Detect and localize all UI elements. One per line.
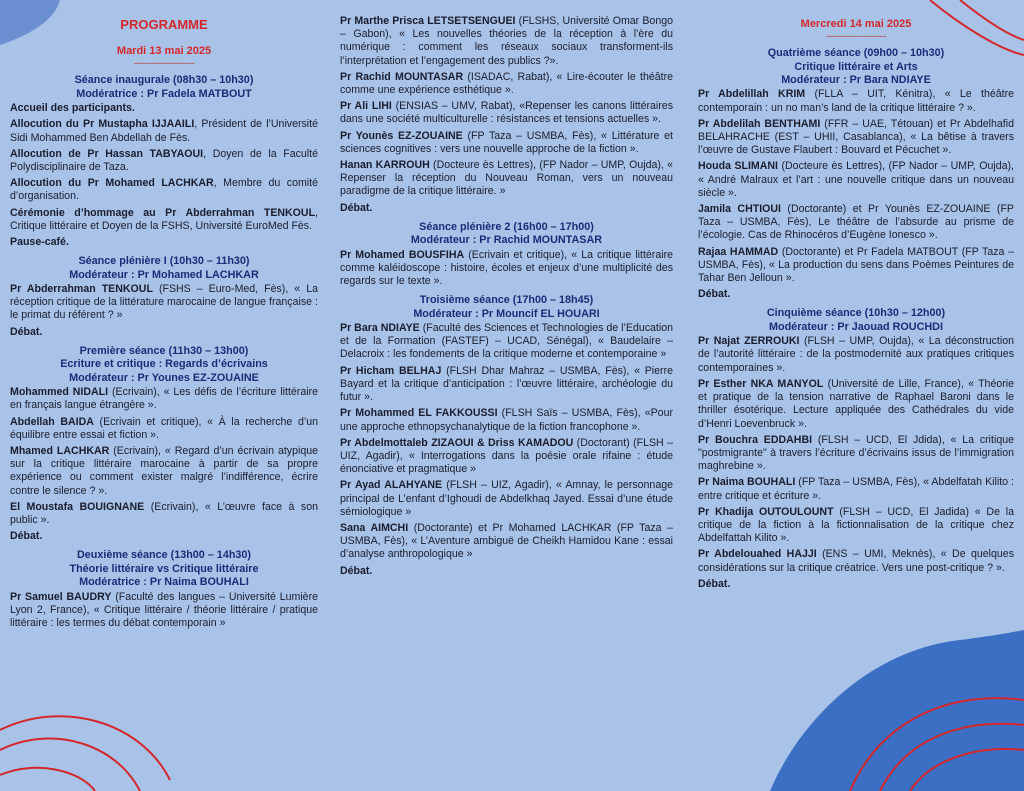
debate-label: Débat.: [340, 564, 373, 577]
speaker-name: Pr Esther NKA MANYOL: [698, 377, 824, 390]
session-inaugural: [10, 74, 318, 249]
debate-label: Débat.: [698, 288, 731, 301]
entry-list: [10, 386, 318, 527]
programme-entry: [10, 501, 318, 527]
talk-details: (Ecrivain et critique), « À la recherche d’un équilibre entre essai et fiction ».: [10, 415, 318, 441]
programme-entry: [340, 100, 673, 126]
talk-details: (Doctorante) et Pr Fadela MATBOUT (FP Taza – USMBA, Fès), « La production du sens dans Poèmes Peintures de Tahar Ben Jelloun ».: [698, 245, 1014, 285]
programme-entry: [10, 148, 318, 174]
session-troisieme: [340, 294, 673, 577]
programme-entry: [340, 479, 673, 519]
programme-entry: [698, 548, 1014, 574]
speaker-name: Pr Khadija OUTOULOUNT: [698, 505, 834, 518]
column-wednesday: [698, 12, 1014, 791]
session-moderator: Modérateur : Pr Rachid MOUNTASAR: [410, 234, 603, 247]
speaker-name: Pr Ali LIHI: [340, 100, 392, 113]
programme-entry: [10, 591, 318, 631]
programme-entry: [340, 365, 673, 405]
entry-list: [340, 15, 673, 199]
speaker-name: El Moustafa BOUIGNANE: [10, 500, 145, 513]
speaker-name: Allocution du Pr Mohamed LACHKAR: [10, 177, 214, 190]
programme-entry: [10, 445, 318, 498]
talk-details: , Membre du comité d’organisation.: [10, 177, 318, 203]
talk-details: (ENS – UMI, Meknès), « De quelques considérations sur la critique créatrice. Vers une post-critique ? ».: [698, 548, 1014, 574]
programme-entry: [10, 118, 318, 144]
programme-entry: [698, 506, 1014, 546]
speaker-name: Pr Hicham BELHAJ: [340, 364, 442, 377]
talk-details: (Ecrivain), « Regard d’un écrivain atypique sur la critique littéraire marocaine à partir de sa propre expérience ou comment exister malgré l’indifférence, écrire contre le silence ? ».: [10, 444, 318, 497]
speaker-name: Rajaa HAMMAD: [698, 245, 779, 258]
session-moderator: Modératrice : Pr Naima BOUHALI: [79, 576, 249, 589]
speaker-name: Houda SLIMANI: [698, 160, 778, 173]
column-tuesday-continued: [340, 14, 673, 791]
programme-entry: [340, 437, 673, 477]
speaker-name: Allocution de Pr Hassan TABYAOUI: [10, 147, 204, 160]
speaker-name: Cérémonie d’hommage au Pr Abderrahman TENKOUL: [10, 206, 316, 219]
entry-list: [340, 322, 673, 561]
speaker-name: Pause-café.: [10, 236, 69, 249]
debate-label: Débat.: [340, 201, 373, 214]
talk-details: (FLSHS, Université Omar Bongo – Gabon), « Les nouvelles théories de la réception à l’ère du numérique : comment les réseaux sociaux transforment-ils l’interprétation et l’engagement des publics ?».: [340, 15, 673, 67]
talk-details: (FP Taza – USMBA, Fès), « Abdelfatah Kilito : entre critique et écriture ».: [698, 476, 1014, 502]
debate-label: Débat.: [698, 577, 731, 590]
session-moderator: Modératrice : Pr Fadela MATBOUT: [76, 87, 252, 100]
session-title: Séance inaugurale (08h30 – 10h30): [74, 74, 254, 87]
speaker-name: Pr Bouchra EDDAHBI: [698, 433, 813, 446]
debate-label: Débat.: [10, 325, 43, 338]
speaker-name: Jamila CHTIOUI: [698, 203, 781, 216]
speaker-name: Pr Naima BOUHALI: [698, 476, 796, 489]
talk-details: , Doyen de la Faculté Polydisciplinaire de Taza.: [10, 147, 318, 174]
programme-entry: [698, 434, 1014, 474]
speaker-name: Pr Ayad ALAHYANE: [340, 479, 443, 492]
talk-details: (FLSH Saïs – USMBA, Fès), «Pour une approche ethnopsychanalytique de la fiction francophone ».: [340, 407, 673, 433]
programme-entry: [698, 246, 1014, 286]
session-moderator: Modérateur : Pr Younes EZ-ZOUAINE: [69, 371, 259, 384]
session-subtitle: Ecriture et critique : Regards d’écrivains: [60, 358, 268, 371]
talk-details: (Doctorante) et Pr Younès EZ-ZOUAINE (FP Taza – USMBA, Fès), Le théâtre de l’absurde au prisme de l’écologie. Cas de Rhinocéros d’Eugène Ionesco ».: [698, 203, 1014, 242]
talk-details: (FLLA – UIT, Kénitra), « Le théâtre contemporain : un no man’s land de la critique littéraire ? ».: [698, 88, 1014, 114]
programme-entry: [340, 407, 673, 433]
programme-entry: [340, 249, 673, 289]
session-title: Première séance (11h30 – 13h00): [79, 344, 249, 357]
talk-details: (FLSH – UCD, El Jdida), « La critique "postmigrante" à travers l’écriture d’écrivains issus de l’immigration maghrebine ».: [698, 433, 1015, 473]
column-tuesday: [10, 12, 318, 791]
session-subtitle: Critique littéraire et Arts: [794, 60, 918, 73]
session-pleniere-1: [10, 255, 318, 339]
speaker-name: Pr Abderrahman TENKOUL: [10, 283, 153, 296]
entry-list: [10, 591, 318, 631]
talk-details: (Ecrivain), « L’œuvre face à son public ».: [10, 500, 318, 526]
talk-details: (Doctorante) et Pr Mohamed LACHKAR (FP Taza – USMBA, Fès), « L’Aventure ambiguë de Cheikh Hamidou Kane : essai d’analyse anthropologique »: [340, 521, 673, 561]
entry-list: [698, 88, 1014, 285]
session-deuxieme: [10, 549, 318, 630]
session-cinquieme: [698, 307, 1014, 590]
speaker-name: Pr Mohammed EL FAKKOUSSI: [340, 407, 498, 420]
programme-entry: [10, 236, 318, 249]
speaker-name: Abdellah BAIDA: [10, 415, 94, 428]
programme-entry: [10, 207, 318, 233]
programme-entry: [340, 15, 673, 68]
programme-entry: [340, 71, 673, 97]
talk-details: (FFR – UAE, Tétouan) et Pr Abdelhafid BELAHRACHE (EST – UHII, Casablanca), « La bêtise à travers l’œuvre de Gustave Flaubert : Bouvard et Pécuchet ».: [698, 117, 1014, 157]
speaker-name: Pr Younès EZ-ZOUAINE: [340, 129, 463, 142]
debate-label: Débat.: [10, 530, 43, 543]
speaker-name: Mhamed LACHKAR: [10, 444, 110, 457]
session-subtitle: Théorie littéraire vs Critique littéraire: [69, 562, 259, 575]
session-quatrieme: [698, 47, 1014, 301]
talk-details: (FLSH Dhar Mahraz – USMBA, Fès), « Pierre Bayard et la critique d’anticipation : l’œuvre littéraire, archéologie du futur ».: [340, 364, 673, 404]
talk-details: (ENSIAS – UMV, Rabat), «Repenser les canons littéraires dans une société multiculturelle : résistances et tensions actuelles ».: [340, 100, 673, 126]
talk-details: (Docteure ès Lettres), (FP Nador – UMP, Oujda), « Repenser la réception du Nouveau Roman, vers un nouveau paradigme de la critique littéraire. »: [340, 159, 673, 198]
programme-title: PROGRAMME: [120, 17, 208, 32]
session-title: Deuxième séance (13h00 – 14h30): [76, 549, 252, 562]
programme-entry: [340, 322, 673, 362]
session-title: Séance plénière 2 (16h00 – 17h00): [419, 220, 594, 233]
session-moderator: Modérateur : Pr Jaouad ROUCHDI: [769, 320, 943, 333]
separator: ------------------------: [134, 58, 194, 69]
talk-details: (Ecrivain et critique), « La critique littéraire comme kaléidoscope : histoire, écoles et enjeux d’une multiplicité des regards sur le texte ».: [340, 248, 673, 288]
session-title: Séance plénière I (10h30 – 11h30): [78, 255, 250, 268]
speaker-name: Allocution du Pr Mustapha IJJAAILI: [10, 118, 195, 131]
entry-list: [340, 249, 673, 289]
date-heading: Mardi 13 mai 2025: [116, 45, 212, 58]
session-title: Quatrième séance (09h00 – 10h30): [767, 47, 945, 60]
speaker-name: Accueil des participants.: [10, 102, 135, 115]
programme-entry: [10, 177, 318, 203]
programme-entry: [340, 522, 673, 562]
talk-details: , Président de l’Université Sidi Mohammed Ben Abdellah de Fès.: [10, 118, 318, 144]
session-premiere: [10, 345, 318, 543]
speaker-name: Pr Abdelilah BENTHAMI: [698, 117, 821, 130]
speaker-name: Pr Marthe Prisca LETSETSENGUEI: [340, 15, 516, 27]
programme-entry: [698, 118, 1014, 158]
speaker-name: Pr Mohamed BOUSFIHA: [340, 248, 465, 261]
session-moderator: Modérateur : Pr Mouncif EL HOUARI: [413, 307, 600, 320]
programme-entry: [10, 416, 318, 442]
talk-details: (FLSH – UMP, Oujda), « La déconstruction de l’autorité littéraire : de la postmodernité aux pratiques critiques contemporaines ».: [698, 335, 1014, 374]
speaker-name: Pr Abdelmottaleb ZIZAOUI & Driss KAMADOU: [340, 436, 574, 449]
separator: ------------------------: [826, 31, 886, 42]
programme-entry: [10, 386, 318, 412]
speaker-name: Pr Rachid MOUNTASAR: [340, 70, 464, 83]
talk-details: (FLSH – UIZ, Agadir), « Amnay, le personnage principal de L’enfant d’Ighoudi de Abdelkhaq Jayed. Essai d’une étude sémiologique »: [340, 479, 673, 518]
programme-entry: [698, 476, 1014, 502]
speaker-name: Mohammed NIDALI: [10, 386, 109, 399]
programme-entry: [698, 88, 1014, 114]
entry-list: [10, 102, 318, 249]
session-moderator: Modérateur : Pr Mohamed LACHKAR: [69, 268, 259, 281]
programme-entry: [698, 203, 1014, 243]
programme-entry: [340, 159, 673, 199]
speaker-name: Hanan KARROUH: [340, 159, 430, 172]
speaker-name: Pr Abdelillah KRIM: [698, 88, 806, 101]
programme-entry: [698, 335, 1014, 375]
talk-details: (Ecrivain), « Les défis de l’écriture littéraire en français langue étrangère ».: [10, 386, 318, 412]
talk-details: (Docteure ès Lettres), (FP Nador – UMP, Oujda), « André Malraux et l’art : une nouvelle critique dans un nouveau siècle ».: [698, 160, 1014, 199]
talk-details: (Doctorant) (FLSH – UIZ, Agadir), « Interrogations dans la poésie orale rifaine : étude énonciative et pragmatique »: [340, 436, 673, 476]
talk-details: (Faculté des Sciences et Technologies de l’Education et de la Formation (FASTEF) – UCAD, Sénégal), « Baudelaire – Delacroix : les fondements de la critique moderne et contemporaine »: [340, 322, 673, 361]
speaker-name: Pr Najat ZERROUKI: [698, 335, 800, 348]
talk-details: (FLSH – UCD, El Jadida) « De la critique de la fiction à la fictionnalisation de la critique chez Abdelfattah Kilito ».: [698, 505, 1014, 545]
programme-entry: [698, 160, 1014, 200]
session-title: Troisième séance (17h00 – 18h45): [419, 294, 594, 307]
speaker-name: Pr Bara NDIAYE: [340, 322, 420, 335]
entry-list: [10, 283, 318, 323]
session-pleniere-2: [340, 221, 673, 288]
entry-list: [698, 335, 1014, 574]
speaker-name: Pr Abdelouahed HAJJI: [698, 548, 817, 561]
programme-entry: [698, 378, 1014, 431]
programme-entry: [340, 130, 673, 156]
programme-entry: [10, 102, 318, 115]
speaker-name: Pr Samuel BAUDRY: [10, 590, 112, 603]
speaker-name: Sana AIMCHI: [340, 521, 409, 534]
date-heading: Mercredi 14 mai 2025: [800, 18, 912, 30]
talk-details: (FSHS – Euro-Med, Fès), « La réception critique de la littérature marocaine de langue française : le primat du référent ? »: [10, 283, 318, 322]
programme-entry: [10, 283, 318, 323]
session-moderator: Modérateur : Pr Bara NDIAYE: [781, 74, 931, 87]
talk-details: , Critique littéraire et Doyen de la FSHS, Université EuroMed Fès.: [10, 206, 318, 232]
talk-details: (Faculté des langues – Université Lumière Lyon 2, France), « Critique littéraire / théorie littéraire / pratique littéraire : les termes du débat contemporain »: [10, 590, 318, 629]
talk-details: (ISADAC, Rabat), « Lire-écouter le théâtre comme une expérience esthétique ».: [340, 70, 673, 97]
talk-details: (FP Taza – USMBA, Fès), « Littérature et sciences cognitives : vers une nouvelle approche de la fiction ».: [340, 129, 673, 155]
session-title: Cinquième séance (10h30 – 12h00): [766, 307, 946, 320]
talk-details: (Université de Lille, France), « Théorie et pratique de la tension narrative de Raphael Baroni dans le thriller ésotérique. Lecture appliquée des Cathédrales du vide d’Henri Loevenbruck ».: [698, 377, 1014, 430]
